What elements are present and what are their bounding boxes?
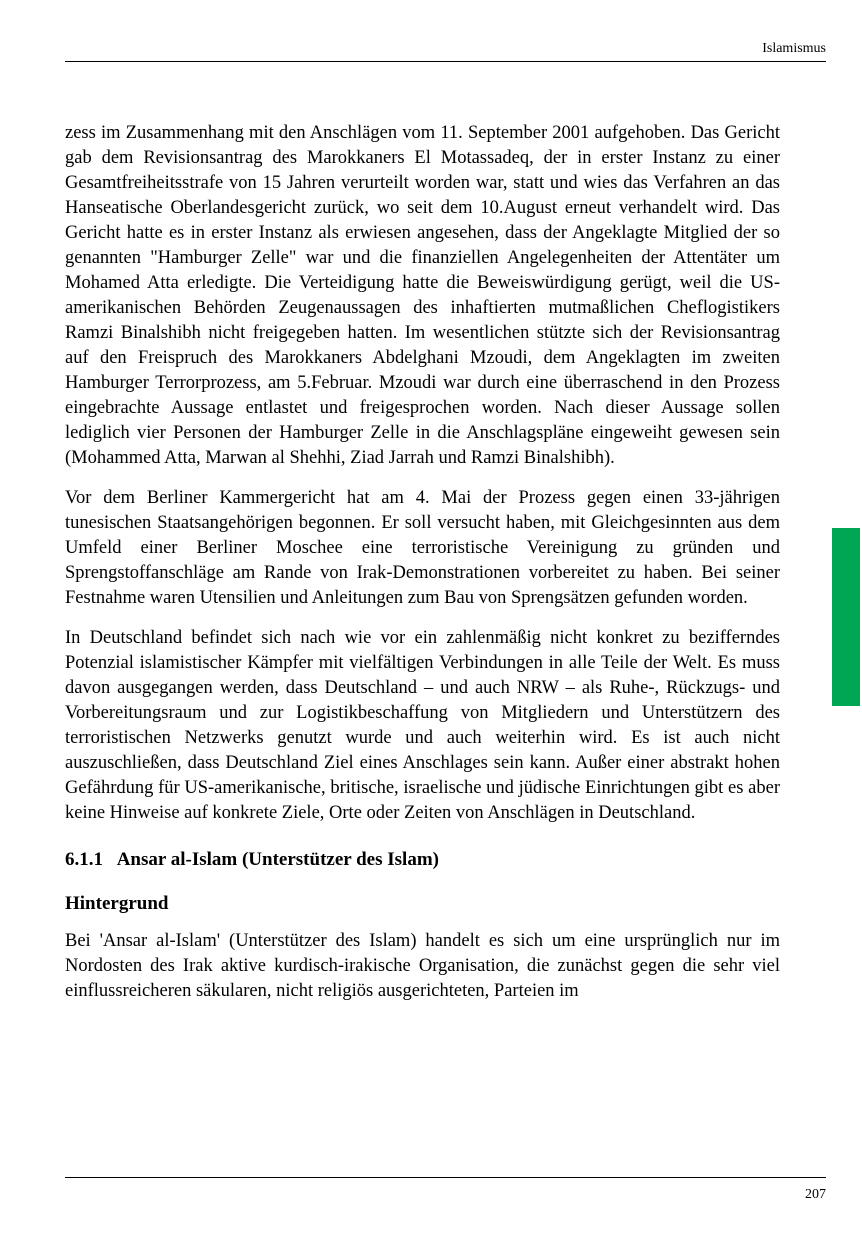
section-title: Ansar al-Islam (Unterstützer des Islam): [116, 849, 439, 870]
chapter-color-tab: [832, 528, 860, 706]
subheading: Hintergrund: [65, 893, 169, 914]
section-number: 6.1.1: [65, 849, 103, 870]
body-paragraph-1: zess im Zusammenhang mit den Anschlägen vom 11. September 2001 aufgehoben. Das Gericht gab dem Revisionsantrag des Marokkaners El Motassadeq, der in erster Instanz zu einer Gesamtfreiheitsstrafe von 15 Jahren verurteilt worden war, statt und wies das Verfahren an das Hanseatische Oberlandesgericht zurück, wo seit dem 10.August erneut verhandelt wird. Das Gericht hatte es in erster Instanz als erwiesen angesehen, dass der Angeklagte Mitglied der so genannten "Hamburger Zelle" war und die finanziellen Angelegenheiten der Attentäter um Mohamed Atta erledigte. Die Verteidigung hatte die Beweiswürdigung gerügt, weil die US-amerikanischen Behörden Zeugenaussagen des inhaftierten mutmaßlichen Cheflogistikers Ramzi Binalshibh nicht freigegeben hatten. Im wesentlichen stützte sich der Revisionsantrag auf den Freispruch des Marokkaners Abdelghani Mzoudi, dem Angeklagten im zweiten Hamburger Terrorprozess, am 5.Februar. Mzoudi war durch eine überraschend in den Prozess eingebrachte Aussage entlastet und freigesprochen worden. Nach dieser Aussage sollen lediglich vier Personen der Hamburger Zelle in die Anschlagspläne eingeweiht gewesen sein (Mohammed Atta, Marwan al Shehhi, Ziad Jarrah und Ramzi Binalshibh).: [65, 123, 780, 468]
body-paragraph-2: Vor dem Berliner Kammergericht hat am 4. Mai der Prozess gegen einen 33-jährigen tunesischen Staatsangehörigen begonnen. Er soll versucht haben, mit Gleichgesinnten aus dem Umfeld einer Berliner Moschee eine terroristische Vereinigung zu gründen und Sprengstoffanschläge am Rande von Irak-Demonstrationen vorbereitet zu haben. Bei seiner Festnahme waren Utensilien und Anleitungen zum Bau von Sprengsätzen gefunden worden.: [65, 488, 780, 608]
body-paragraph-4: Bei 'Ansar al-Islam' (Unterstützer des Islam) handelt es sich um eine ursprünglich nur im Nordosten des Irak aktive kurdisch-irakische Organisation, die zunächst gegen die sehr viel einflussreicheren säkularen, nicht religiös ausgerichteten, Parteien im: [65, 931, 780, 1001]
body-paragraph-3: In Deutschland befindet sich nach wie vor ein zahlenmäßig nicht konkret zu bezifferndes Potenzial islamistischer Kämpfer mit vielfältigen Verbindungen in alle Teile der Welt. Es muss davon ausgegangen werden, dass Deutschland – und auch NRW – als Ruhe-, Rückzugs- und Vorbereitungsraum und zur Logistikbeschaffung von Mitgliedern und Unterstützern des terroristischen Netzwerks genutzt wurde und auch weiterhin wird. Es ist auch nicht auszuschließen, dass Deutschland Ziel eines Anschlages sein kann. Außer einer abstrakt hohen Gefährdung für US-amerikanische, britische, israelische und jüdische Einrichtungen gibt es aber keine Hinweise auf konkrete Ziele, Orte oder Zeiten von Anschlägen in Deutschland.: [65, 628, 780, 823]
running-header-title: Islamismus: [762, 41, 826, 56]
page-content: [65, 121, 780, 1004]
page-number: 207: [805, 1187, 826, 1202]
footer-rule: [65, 1177, 826, 1178]
header-rule: [65, 61, 826, 62]
section-heading: [65, 847, 780, 872]
